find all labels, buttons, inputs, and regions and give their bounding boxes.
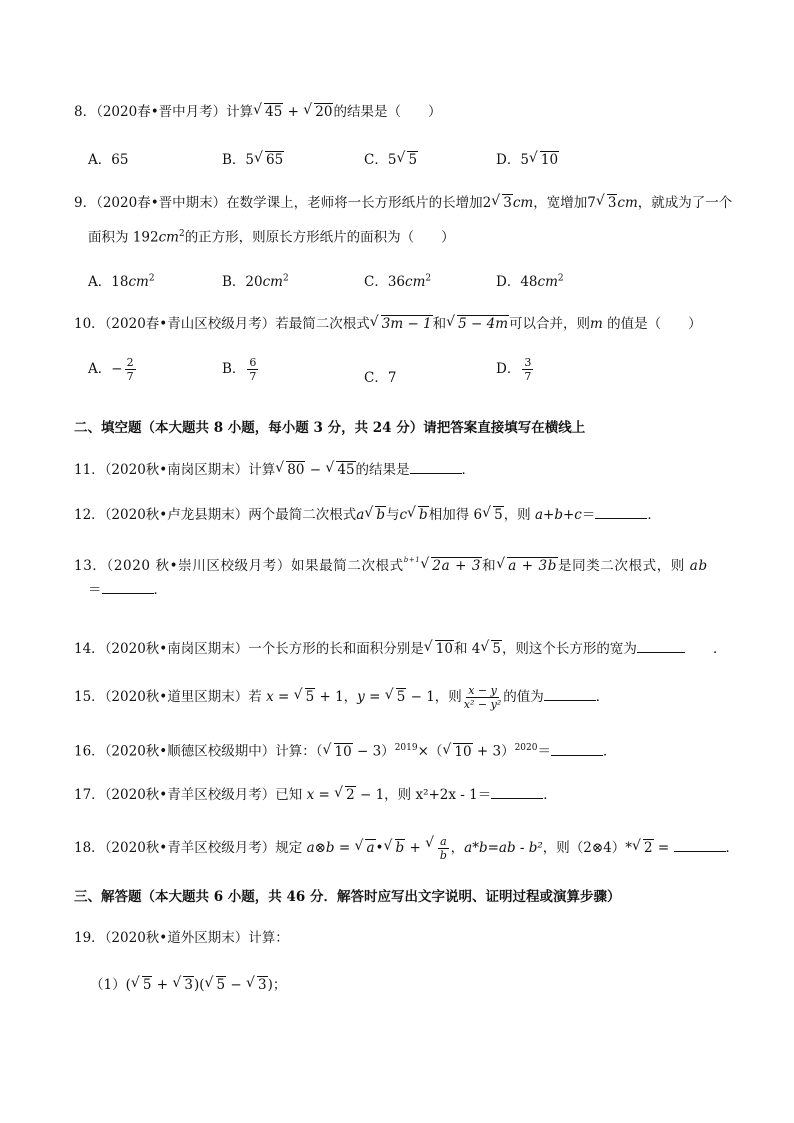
answer-blank[interactable] xyxy=(102,581,154,594)
sqrt: √ 45 xyxy=(254,102,283,122)
option-d[interactable]: D．5√ 10 xyxy=(496,148,559,168)
answer-blank[interactable] xyxy=(551,743,603,756)
option-d[interactable]: D． $\frac{3}{7}$ xyxy=(496,356,532,383)
option-b[interactable]: B．$20cm^2$ xyxy=(222,273,289,290)
question-12: 12．（2020秋•卢龙县期末）两个最简二次根式a√ b与c√ b相加得 6√ 5，则 a+b+c＝ ． xyxy=(74,505,661,525)
q-number: 9． xyxy=(74,195,97,211)
answer-blank[interactable] xyxy=(637,640,685,653)
question-15: 15．（2020秋•道里区期末）若 x = √ 5 + 1，y = √ 5 − 1，则 $\frac{x - y}{\text{x² − y²}}$ 的值为 ． xyxy=(74,684,609,711)
question-18: 18．（2020秋•青羊区校级月考）规定 a⊗b = √ a•√ b + √ $\frac{a}{b}$ ，a*b=ab - b²，则（2⊗4）*√ 2 = ． xyxy=(74,835,739,862)
question-17: 17．（2020秋•青羊区校级月考）已知 x = √ 2 − 1，则 x²+2x - 1＝ ． xyxy=(74,785,557,805)
option-a[interactable]: A．$18cm^2$ xyxy=(88,273,155,290)
question-10: 10．（2020春•青山区校级月考）若最简二次根式√ 3m − 1和√ 5 − 4m可以合并，则m 的值是（ ） xyxy=(74,314,702,334)
option-c[interactable]: C．5√ 5 xyxy=(364,148,418,168)
q-number: 8． xyxy=(74,104,97,120)
answer-blank[interactable] xyxy=(595,506,647,519)
question-13: 13．（2020 秋•崇川区校级月考）如果最简二次根式$^{b+1}$√ 2a + 3和√ a + 3b是同类二次根式，则 ab xyxy=(74,550,708,576)
q-text: 在数学课上，老师将一长方形纸片的长增加 xyxy=(226,195,483,211)
question-11: 11．（2020秋•南岗区期末）计算√ 80 − √ 45的结果是 ． xyxy=(74,460,475,480)
question-8 xyxy=(74,102,441,122)
q-source: （2020春•青山区校级月考） xyxy=(104,316,276,332)
sqrt: √ 20 xyxy=(304,102,333,122)
option-c[interactable]: C．$36cm^2$ xyxy=(364,273,432,290)
option-c[interactable]: C．7 xyxy=(364,370,397,386)
question-16: 16．（2020秋•顺德区校级期中）计算：（√ 10 − 3）$^{2019}$×（√ 10 + 3）$^{2020}$＝ ． xyxy=(74,738,616,762)
question-19: 19．（2020秋•道外区期末）计算： xyxy=(74,930,289,946)
section-heading: 二、填空题（本大题共 8 小题，每小题 3 分，共 24 分）请把答案直接填写在横线上 xyxy=(74,420,586,436)
q-number: 10． xyxy=(74,316,105,332)
answer-blank[interactable] xyxy=(410,461,462,474)
question-19-part-1: （1）(√ 5 + √ 3)(√ 5 − √ 3)； xyxy=(90,975,286,995)
option-d[interactable]: D．$48cm^2$ xyxy=(496,273,564,290)
answer-blank[interactable] xyxy=(674,839,726,852)
answer-blank[interactable] xyxy=(491,786,543,799)
op: + xyxy=(283,104,304,120)
question-9-line-2: 面积为 $192cm^2$的正方形，则原长方形纸片的面积为（ ） xyxy=(88,229,455,246)
question-9: 9．（2020春•晋中期末）在数学课上，老师将一长方形纸片的长增加2√ 3cm，宽增加7√ 3cm，就成为了一个 xyxy=(74,193,732,213)
option-b[interactable]: B． $\frac{6}{7}$ xyxy=(222,356,257,383)
option-a[interactable]: A．− $\frac{2}{7}$ xyxy=(88,356,134,383)
question-14: 14．（2020秋•南岗区期末）一个长方形的长和面积分别是√ 10和 4√ 5，则这个长方形的宽为 ． xyxy=(74,639,726,659)
q-source: （2020春•晋中期末） xyxy=(96,195,227,211)
option-b[interactable]: B．5√ 65 xyxy=(222,148,284,168)
option-a[interactable]: A．65 xyxy=(88,152,129,168)
question-13-line-2: ＝ ． xyxy=(88,582,167,598)
answer-blank[interactable] xyxy=(544,688,596,701)
q-source: （2020春•晋中月考） xyxy=(96,104,227,120)
section-heading: 三、解答题（本大题共 6 小题，共 46 分．解答时应写出文字说明、证明过程或演算步骤） xyxy=(74,889,621,905)
q-text: 计算 xyxy=(226,104,254,120)
q-text: 的结果是（ ） xyxy=(333,104,442,120)
